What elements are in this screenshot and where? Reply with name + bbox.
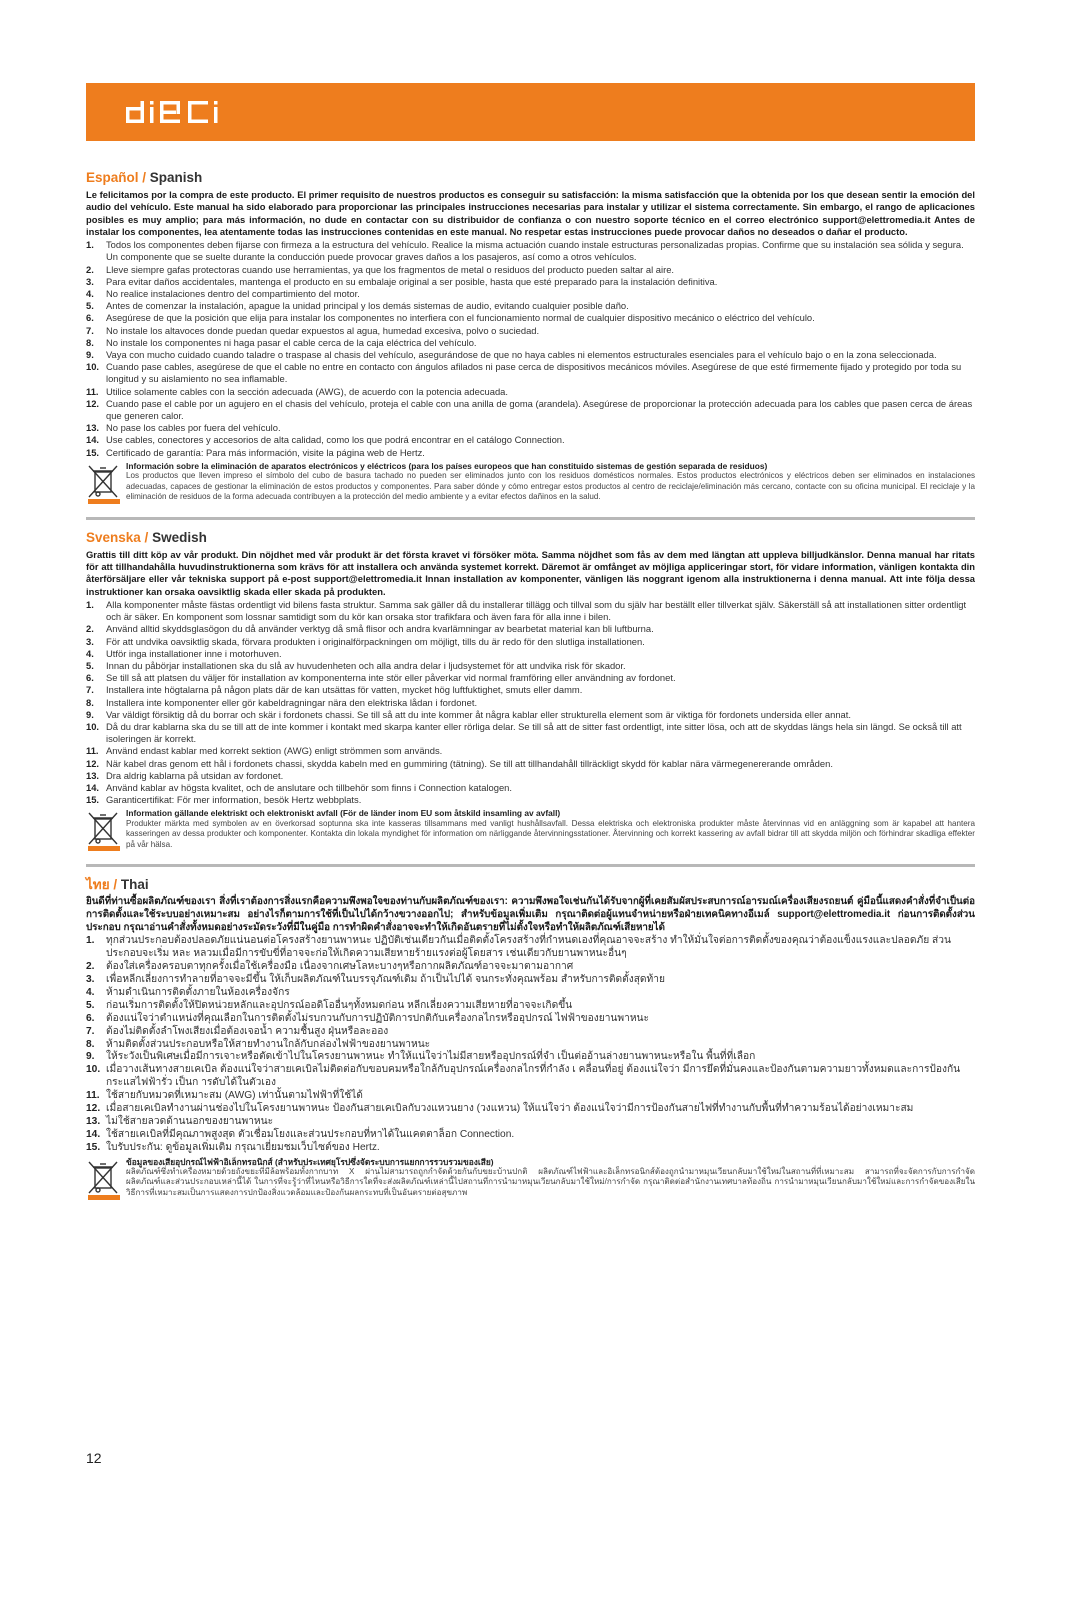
list-item: 5. Innan du påbörjar installationen ska du slå av huvudenheten och alla andra delar i ljudsystemet för att undvika risk för skador. [86,660,626,672]
instruction-list [86,935,975,1154]
list-item: 13. ไม่ใช้สายลวดด้านนอกของยานพาหนะ [86,1115,274,1127]
list-item: 3. เพื่อหลีกเลี่ยงการทำลายที่อาจจะมีขึ้น ให้เก็บผลิตภัณฑ์ในบรรจุภัณฑ์เดิม ถ้าเป็นไปได้ จนกระทั่งคุณพร้อม สำหรับการติดตั้งสุดท้าย [86,973,665,985]
weee-title: Information gällande elektriskt och elektroniskt avfall (För de länder inom EU som åtskild insamling av avfall) [126,808,561,819]
section-intro: ยินดีที่ท่านซื้อผลิตภัณฑ์ของเรา สิ่งที่เราต้องการสิ่งแรกคือความพึงพอใจของท่านกับผลิตภัณฑ์ของเรา: ความพึงพอใจเช่นกันได้รับจากผู้ที่เคยสัมผัสประสบการณ์อารมณ์เครื่องเสียงรถยนต์ คู่มือนี้แสดงคำสั่งที่จำเป็นต่อการติดตั้งและใช้ระบบอย่างเหมาะสม อย่างไรก็ตามการใช้ที่เป็นไปได้กว้างขวางออกไป; สำหรับข้อมูลเพิ่มเติม กรุณาติดต่อผู้แทนจำหน่ายหรือฝ่ายเทคนิคทางอีเมล์ support@elettromedia.it ก่อนการติดตั้งส่วนประกอบ กรุณาอ่านคำสั่งทั้งหมดอย่างระมัดระวังที่มีในคู่มือ การทำผิดคำสั่งอาจจะทำให้เกิดอันตรายที่ไม่ตั้งใจหรือทำให้ผลิตภัณฑ์เสียหายได้ [86,896,975,933]
section-title-native: Svenska [86,529,141,545]
weee-body: Produkter märkta med symbolen av en överkorsad soptunna ska inte kasseras tillsammans med vanligt hushållsavfall. Dessa elektriska och elektroniska produkter måste återvinnas vid en anläggning som är kapabel att hantera kasseringen av dessa produkter och komponenter. Kontakta din lokala myndighet för information om närliggande återvinningsstationer. Återvinning och korrekt kassering av avfall bidrar till att skydda miljön och förhindrar skadliga effekter på vår hälsa. [126,818,975,849]
brand-banner [86,83,975,141]
list-item: 10. เมื่อวางเส้นทางสายเคเบิล ต้องแน่ใจว่าสายเคเบิลไม่ติดต่อกับขอบคมหรือใกล้กับอุปกรณ์เครื่องกลไกรที่กำลัง เ คลื่อนที่อยู่ ต้องแน่ใจว่า มีการยึดที่มั่นคงและป้องกันตามความยาวทั้งหมดและการป้องกันกระแสไฟฟ้ารั่ว เป็นก ารดับได้ในตัวเอง [86,1064,961,1089]
list-item: 6. Asegúrese de que la posición que elija para instalar los componentes no interfiera con el funcionamiento normal de cualquier dispositivo mecánico o eléctrico del vehículo. [86,312,815,324]
list-item: 14. Use cables, conectores y accesorios de alta calidad, como los que podrá encontrar en el catálogo Connection. [86,434,565,446]
list-item: 8. No instale los componentes ni haga pasar el cable cerca de la caja eléctrica del vehículo. [86,336,477,348]
list-item: 15. Garanticertifikat: För mer information, besök Hertz webbplats. [86,794,362,806]
list-item: 1. ทุกส่วนประกอบต้องปลอดภัยแน่นอนต่อโครงสร้างยานพาหนะ ปฏิบัติเช่นเดียวกันเมื่อติดตั้งโครงสร้างที่กำหนดเองที่คุณอาจจะสร้าง ทำให้มั่นใจต่อการติดตั้งของคุณว่าต้องแข็งแรงและปลอดภัย ส่วนประกอบจะเริ่ม หละ หลวมเมื่อมีการขับขี่ที่อาจจะก่อให้เกิดความเสียหายร้ายแรงต่อผู้โดยสาร เช่นเดียวกับยานพาหนะอื่นๆ [86,935,951,960]
list-item: 3. Para evitar daños accidentales, mantenga el producto en su embalaje original a ser posible, hasta que esté preparado para la instalación definitiva. [86,275,718,287]
list-item: 3. För att undvika oavsiktlig skada, förvara produkten i originalförpackningen om möjligt, tills du är redo för den slutliga installationen. [86,635,645,647]
list-item: 14. Använd kablar av högsta kvalitet, och de anslutare och tillbehör som finns i Connection katalogen. [86,782,512,794]
weee-title: Información sobre la eliminación de aparatos electrónicos y eléctricos (para los países europeos que han constituido sistemas de gestión separada de residuos) [126,460,768,471]
list-item: 11. ใช้สายกับหมวดที่เหมาะสม (AWG) เท่านั้นตามไฟฟ้าที่ใช้ได้ [86,1090,363,1102]
list-item: 11. Använd endast kablar med korrekt sektion (AWG) enligt strömmen som används. [86,745,443,757]
list-item: 5. ก่อนเริ่มการติดตั้งให้ปิดหน่วยหลักและอุปกรณ์ออดิโออื่นๆทั้งหมดก่อน หลีกเลี่ยงความเสียหายที่อาจจะเกิดขึ้น [86,999,573,1011]
list-item: 4. ห้ามดำเนินการติดตั้งภายในห้องเครื่องจักร [86,986,290,998]
list-item: 15. ใบรับประกัน: ดูข้อมูลเพิ่มเติม กรุณาเยี่ยมชมเว็บไซต์ของ Hertz. [86,1141,380,1153]
list-item: 12. เมื่อสายเคเบิลทำงานผ่านช่องไปในโครงยานพาหนะ ป้องกันสายเคเบิลกับวงแหวนยาง (วงแหวน) ให้แน่ใจว่า ต้องแน่ใจว่ามีการป้องกันสายไฟที่ทำงานกับพื้นที่ทำความร้อนได้อย่างเหมาะสม [86,1103,914,1115]
section-title: Svenska / Swedish [86,529,207,545]
weee-title: ข้อมูลของเสียอุปกรณ์ไฟฟ้าอิเล็กทรอนิกส์ (สำหรับประเทศยุโรปซึ่งจัดระบบการแยกการรวบรวมของเสีย) [126,1156,494,1167]
section-title: Español / Spanish [86,170,203,185]
list-item: 12. Cuando pase el cable por un agujero en el chasis del vehículo, proteja el cable con una anilla de goma (arandela). Asegúrese de proporcionar la protección adecuada para los cables que pasen cerca de áreas que generen calor. [86,397,973,422]
list-item: 7. ต้องไม่ติดตั้งลำโพงเสียงเมื่อต้องเจอน้ำ ความชื้นสูง ฝุ่นหรือละออง [86,1025,389,1037]
section-title-native: ไทย [86,877,110,893]
section-title-english: Swedish [152,529,207,545]
list-item: 13. Dra aldrig kablarna på utsidan av fordonet. [86,769,284,781]
instruction-list [86,239,975,459]
list-item: 10. Cuando pase cables, asegúrese de que el cable no entre en contacto con ángulos afilados ni pase cerca de dispositivos mecánicos móviles. Asegúrese de que esté firmemente fijado y protegido por toda su longitud y su aislamiento no sea inflamable. [86,361,962,385]
crossed-bin-icon [86,810,122,852]
weee-notice [86,461,975,505]
section-title-english: Spanish [149,170,203,185]
list-item: 5. Antes de comenzar la instalación, apague la unidad principal y los demás sistemas de audio, evitando cualquier posible daño. [86,300,629,312]
list-item: 6. Se till så att platsen du väljer för installation av komponenterna inte stör eller påverkar vid normal framföring eller användning av fordonet. [86,672,676,684]
list-item: 8. Installera inte komponenter eller gör kabeldragningar nära den elektriska lådan i fordonet. [86,696,478,708]
section-thai [86,877,975,1200]
weee-body: Los productos que lleven impreso el símbolo del cubo de basura tachado no pueden ser eliminados junto con los residuos domésticos normales. Estos productos electrónicos y eléctricos deben ser eliminados en instalaciones adecuadas, capaces de gestionar la eliminación de estos productos y componentes. Para saber dónde y cómo entregar estos productos al centro de reciclaje/eliminación más cercano, contacte con su oficina municipal. El reciclaje y la eliminación de residuos de la forma adecuada contribuyen a la protección del medio ambiente y a evitar efectos dañinos en la salud. [126,471,975,501]
list-item: 15. Certificado de garantía: Para más información, visite la página web de Hertz. [86,446,425,458]
section-title-native: Español [86,170,139,185]
list-item: 11. Utilice solamente cables con la sección adecuada (AWG), de acuerdo con la potencia adecuada. [86,385,508,397]
list-item: 7. Installera inte högtalarna på någon plats där de kan utsättas för vatten, mycket hög luftfuktighet, smuts eller damm. [86,684,583,696]
list-item: 12. När kabel dras genom ett hål i fordonets chassi, skydda kabeln med en gummiring (tätning). Se till att tillhandahåll tillräckligt skydd för kablar nära värmegenererande områden. [86,757,833,769]
page-content [86,170,975,1207]
list-item: 2. Använd alltid skyddsglasögon du då använder verktyg då små flisor och andra kvarlämningar av bearbetat material kan bli luftburna. [86,623,654,635]
instruction-list [86,599,975,806]
section-intro: Grattis till ditt köp av vår produkt. Din nöjdhet med vår produkt är det första kravet vi försöker möta. Samma nöjdhet som fås av dem med längtan att uppleva billjudkänslor. Denna manual har ritats för att tillhandahålla huvudinstruktionerna som krävs för att installera och använda systemet korrekt. Däremot är omfånget av möjliga appliceringar stort, för vidare information, vänligen kontakta din återförsäljare eller vår tekniska support på e-post support@elettromedia.it Innan installation av komponenter, vänligen läs noggrant igenom alla instruktionerna i denna manual. Att inte följa dessa instruktioner kan orsaka oavsiktlig skada eller skada på produkten. [86,548,975,597]
list-item: 9. Var väldigt försiktig då du borrar och skär i fordonets chassi. Se till så att du inte kommer åt några kablar eller strukturella element som är viktiga för fordonets undersida eller annat. [86,708,851,720]
list-item: 13. No pase los cables por fuera del vehículo. [86,422,281,434]
list-item: 8. ห้ามติดตั้งส่วนประกอบหรือให้สายทำงานใกล้กับกล่องไฟฟ้าของยานพาหนะ [86,1038,431,1050]
crossed-bin-icon [86,1159,122,1201]
section-intro: Le felicitamos por la compra de este producto. El primer requisito de nuestros productos es conseguir su satisfacción: la misma satisfacción que la obtenida por los que desean sentir la emoción del audio del vehículo. Este manual ha sido elaborado para proporcionar las principales instrucciones necesarias para instalar y utilizar el sistema correctamente. Sin embargo, el rango de aplicaciones posibles es muy amplio; para más información, no dude en contactar con su distribuidor de confianza o con nuestro soporte técnico en el correo electrónico support@elettromedia.it Antes de instalar los componentes, lea atentamente todas las instrucciones contenidas en este manual. No respetar estas instrucciones puede provocar daños no deseados o dañar el producto. [86,189,975,237]
list-item: 6. ต้องแน่ใจว่าตำแหน่งที่คุณเลือกในการติดตั้งไม่รบกวนกับการปฏิบัติการปกติกับเครื่องกลไกรหรืออุปกรณ์ ไฟฟ้าของยานพาหนะ [86,1012,649,1024]
page-number: 12 [86,1450,102,1466]
list-item: 1. Todos los componentes deben fijarse con firmeza a la estructura del vehículo. Realice la misma actuación cuando instale estructuras personalizadas propias. Confirme que su instalación sea sólida y segura. Un componente que se suelte durante la conducción puede provocar graves daños a los pasajeros, así como a otros vehículos. [86,239,964,263]
dieci-logo [126,101,254,123]
weee-notice [86,1157,975,1201]
list-item: 10. Då du drar kablarna ska du se till att de inte kommer i kontakt med skarpa kanter eller rörliga delar. Se till så att de sitter fast ordentligt, inte sitter lösa, och att de skyddas längs hela sin längd. Se också till att isoleringen är korrekt. [86,721,962,745]
section-title-english: Thai [120,877,149,893]
section-title: ไทย / Thai [86,877,149,893]
crossed-bin-icon [86,463,122,505]
list-item: 2. ต้องใส่เครื่องครอบตาทุกครั้งเมื่อใช้เครื่องมือ เนื่องจากเศษโลหะบางๆหรือกากผลิตภัณฑ์อาจจะมาตามอากาศ [86,961,574,973]
list-item: 4. Utför inga installationer inne i motorhuven. [86,647,282,659]
list-item: 1. Alla komponenter måste fästas ordentligt vid bilens fasta struktur. Samma sak gäller då du installerar tillägg och tillval som du själv har beställt eller tillverkat själv. Säkerställ så att installationen sitter ordentligt och är säker. En komponent som lossnar samtidigt som du kör kan orsaka stor trafikfara och även fara för alla inne i bilen. [86,599,967,623]
list-item: 9. Vaya con mucho cuidado cuando taladre o traspase al chasis del vehículo, asegurándose de que no haya cables ni elementos estructurales esenciales para el vehículo bajo o en la zona seleccionada. [86,349,937,361]
list-item: 9. ให้ระวังเป็นพิเศษเมื่อมีการเจาะหรือตัดเข้าไปในโครงยานพาหนะ ทำให้แน่ใจว่าไม่มีสายหรืออุปกรณ์ที่จำ เป็นต่ออ้านล่างยานพาหนะหรือใน พื้นที่ที่เลือก [86,1051,756,1063]
list-item: 7. No instale los altavoces donde puedan quedar expuestos al agua, humedad excesiva, polvo o suciedad. [86,324,540,336]
section-divider [86,517,975,520]
weee-body: ผลิตภัณฑ์ซึ่งทำเครื่องหมายด้วยถังขยะที่มีล้อพร้อมทั้งกากบาท X ผ่านไม่สามารถถูกกำจัดด้วยกันกับขยะบ้านปกติ ผลิตภัณฑ์ไฟฟ้าและอิเล็กทรอนิกส์ต้องถูกนำมาหมุนเวียนกลับมาใช้ใหม่ในสถานที่ที่เหมาะสม สามารถที่จะจัดการกับการกำจัดผลิตภัณฑ์และส่วนประกอบเหล่านี้ได้ ในการที่จะรู้ว่าที่ไหนหรือวิธีการใดที่จะส่งผลิตภัณฑ์เหล่านี้ไปสถานที่การนำมาหมุนเวียนกลับมาใช้ใหม่/การกำจัด กรุณาติดต่อสำนักงานเทศบาลท้องถิ่น การนำมาหมุนเวียนกลับมาใช้ใหม่และการกำจัดของเสียในวิธีการที่เหมาะสมเป็นการแสดงการปกป้องสิ่งแวดล้อมและป้องกันผลกระทบที่เป็นอันตรายต่อสุขภาพ [126,1167,975,1197]
weee-notice [86,808,975,852]
section-swedish [86,530,975,853]
section-divider [86,864,975,867]
list-item: 2. Lleve siempre gafas protectoras cuando use herramientas, ya que los fragmentos de metal o residuos del producto pueden saltar al aire. [86,263,675,275]
section-spanish [86,170,975,505]
list-item: 4. No realice instalaciones dentro del compartimiento del motor. [86,288,360,299]
list-item: 14. ใช้สายเคเบิลที่มีคุณภาพสูงสุด ตัวเชื่อมโยงและส่วนประกอบที่หาได้ในแคตตาล็อก Connection. [86,1128,515,1140]
